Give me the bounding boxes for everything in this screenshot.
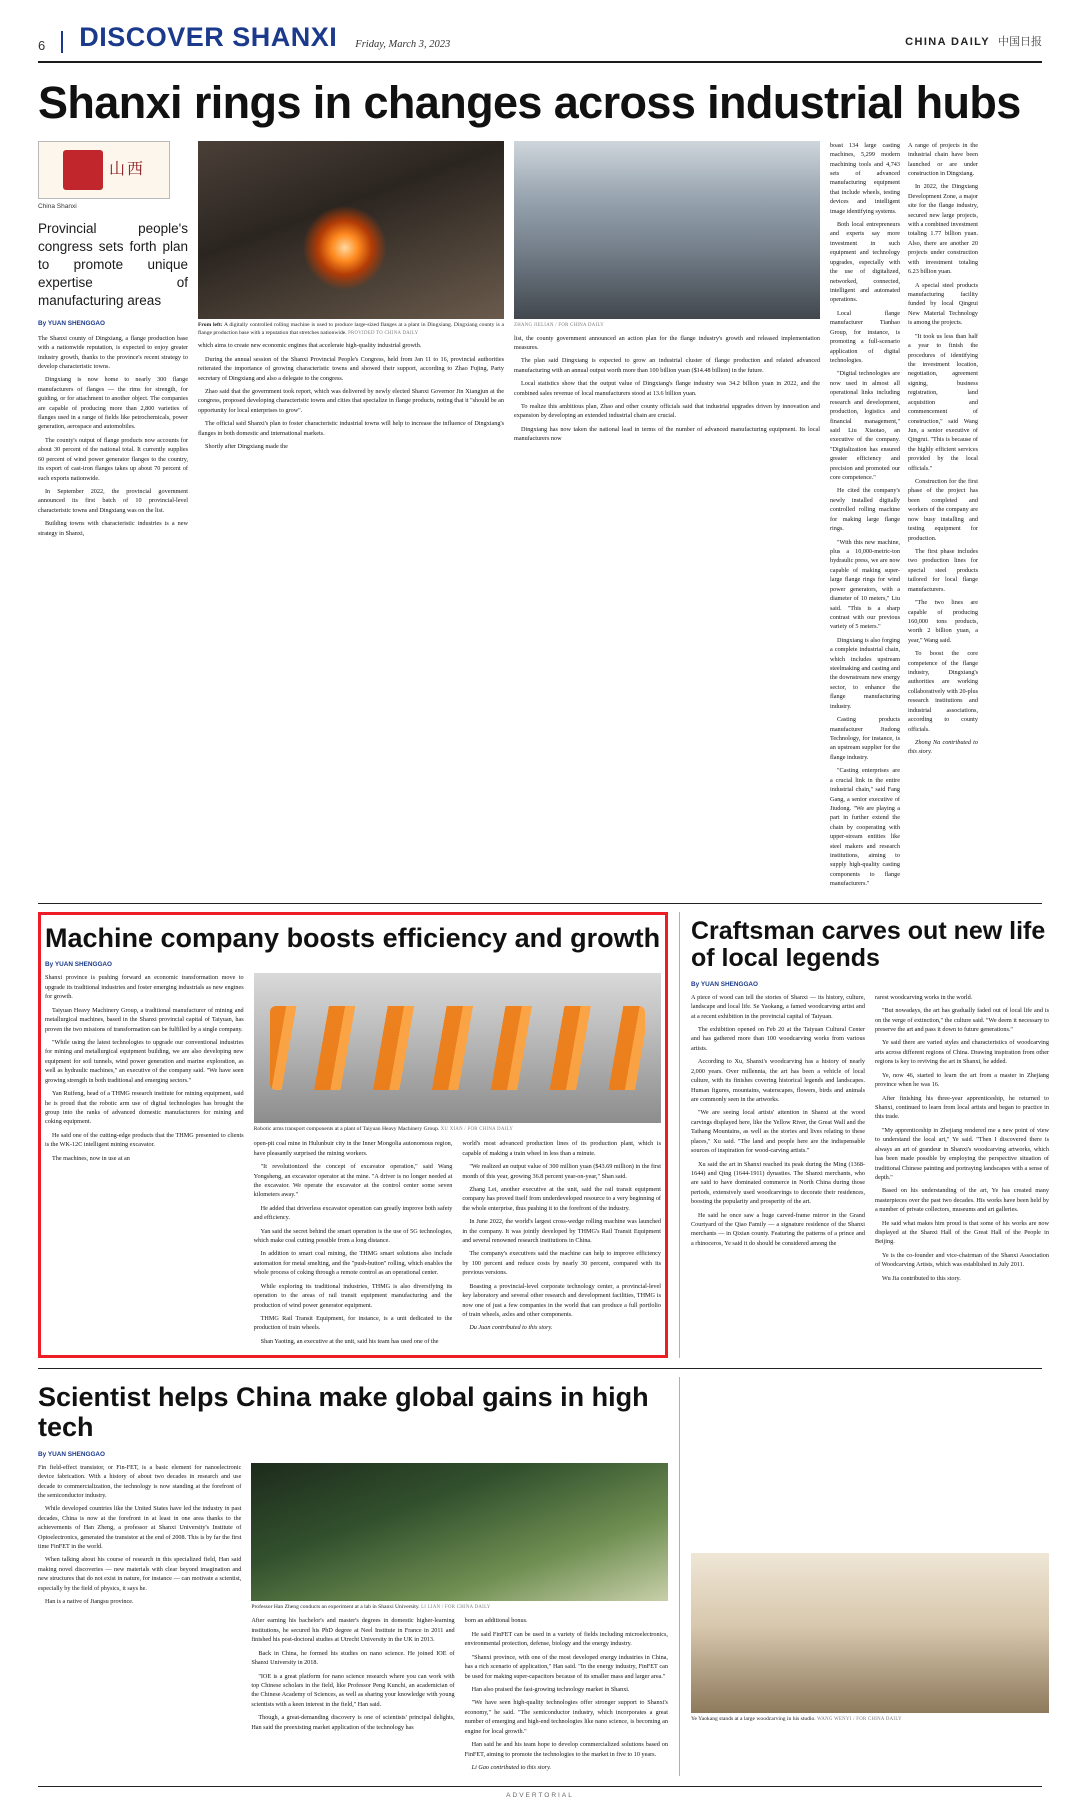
paragraph: After earning his bachelor's and master's degrees in domestic higher-learning institutions, he secured his PhD degree at Neel Institute in France in 2011 and finished his post-doctoral studies at Utrecht University in the UK in 2013. bbox=[251, 1617, 455, 1644]
craftsman-article bbox=[691, 912, 1049, 1359]
paragraph: The machines, now in use at an bbox=[52, 1154, 130, 1162]
paragraph: Xu said the art in Shanxi reached its peak during the Ming (1368-1644) and Qing (1644-1911) dynasties. The Shanxi merchants, who are said to have dominated commerce in North China during those periods, extensively used woodcarvings to decorate their residences, boosting the popularity and prosperity of the art. bbox=[691, 1160, 865, 1206]
paragraph: Though, a great-demanding discovery is one of scientists' principal delights, Han said the preexisting market application of the technology has bbox=[251, 1714, 455, 1731]
paragraph: Shanxi province is pushing forward an economic transformation move to upgrade its traditional industries and foster emerging industrials as new engines for growth. bbox=[45, 974, 244, 1001]
paragraph: Zhang Lei, another executive at the unit, said the rail transit equipment company has proved itself from underdeveloped resource to a very beginning of the whole enterprise, thus pushing it to the forefront of the industry. bbox=[462, 1185, 661, 1212]
paragraph: rarest woodcarving works in the world. bbox=[875, 993, 973, 1001]
scientist-column-2 bbox=[251, 1616, 454, 1776]
advertorial-footer: ADVERTORIAL bbox=[38, 1786, 1042, 1799]
machine-column-2 bbox=[254, 1139, 453, 1350]
photo-caption bbox=[691, 1716, 1049, 1724]
paragraph: Back in China, he formed his studies on nano science. He joined IOE of Shanxi University in 2018. bbox=[251, 1649, 455, 1667]
lead-article bbox=[38, 141, 1042, 893]
paragraph: While developed countries like the United States have led the industry in past decades, China is now at the forefront in at least in one area thanks to the achievements of Han Zheng, a professor at Shanxi University's Institute of Optoelectronics, generated the transistor at the end of 2008. This is by far the first time FinFET in the world. bbox=[38, 1505, 242, 1551]
paragraph: Taiyuan Heavy Machinery Group, a traditional manufacturer of mining and metallurgical machines, based in the Shanxi provincial capital of Taiyuan, has proven the two missions of transformation can be fulfilled by a single company. bbox=[45, 1006, 244, 1033]
scientist-article bbox=[38, 1377, 668, 1776]
page-number: 6 bbox=[38, 38, 46, 53]
logo-caption: China Shanxi bbox=[38, 202, 77, 210]
paragraph: He said he once saw a huge carved-frame mirror in the Grand Courtyard of the Qiao Family — a signature residence of the Shanxi merchants — in Qixian county. Featuring the patterns of a prince and a rhinoceros, Ye said it do should be considered among the bbox=[691, 1211, 865, 1247]
paragraph: When talking about his course of research in this specialized field, Han said making novel discoveries — new materials with clear beyond imagination and new structures that do not exist in nature, for instance — can motivate a scientist, especially by the field of physics, it says he. bbox=[38, 1556, 242, 1592]
lead-column-4 bbox=[830, 141, 978, 893]
photo-rolling-machine bbox=[198, 141, 504, 319]
paragraph: After finishing his three-year apprenticeship, he returned to Shanxi, continued to learn from local artists and began to practice in this trade. bbox=[875, 1094, 1049, 1121]
paragraph: In September 2022, the provincial government announced its first batch of 10 provincial-level characteristic towns and Dingxiang was on the list. bbox=[38, 488, 188, 514]
paragraph: "Digital technologies are now used in almost all operational links including research and development, production, logistics and financial management," said Liu Xiaotao, an executive of the company. "Digitalization has ensured greater efficiency and precision and promoted our core competence." bbox=[830, 370, 900, 482]
paragraph: Local flange manufacturer Tianhao Group, for instance, is promoting a full-scenario application of digital technologies. bbox=[830, 309, 900, 364]
paragraph: Both local entrepreneurs and experts say more investment in such equipment and technology upgrades, especially with the use of digitalized, networked, connected, intelligent and automated operations. bbox=[830, 221, 900, 304]
paragraph: Dingxiang is now home to nearly 300 flange manufacturers of flanges — the rims for strength, for guiding, or for attachment to another object. The companies are capable of producing more than 2,800 varieties of flanges used in a range of fields like petrochemicals, power generation, aerospace and automobiles. bbox=[38, 376, 188, 431]
column-divider-2 bbox=[679, 1377, 680, 1776]
paragraph: During the annual session of the Shanxi Provincial People's Congress, held from Jan 11 to 16, provincial authorities reiterated the importance of growing characteristic towns and showed their support, according to Zhao Fujing, Party secretary of Dingxiang and also a delegate to the congress. bbox=[198, 355, 504, 382]
craftsman-headline: Craftsman carves out new life of local legends bbox=[691, 916, 1046, 973]
paragraph: Ye, now 46, started to learn the art from a master in Zhejiang province when he was 16. bbox=[875, 1071, 1049, 1089]
photo-caption bbox=[254, 1126, 661, 1134]
craftsman-photo-block bbox=[691, 1377, 1049, 1776]
paragraph: Ye said there are varied styles and characteristics of woodcarving arts across different regions of China. Drawing inspiration from other regions is key to reviving the art in Shanxi, he added. bbox=[875, 1039, 1049, 1066]
paragraph: Dingxiang has now taken the national lead in terms of the number of advanced manufacturing equipment. Its local manufacturers now bbox=[514, 425, 820, 443]
photo-factory-hall bbox=[514, 141, 820, 319]
column-divider bbox=[679, 912, 680, 1359]
paragraph: boast 134 large casting machines, 5,299 modern machining tools and 4,743 sets of advanced manufacturing equipment that include wheels, testing devices and intelligent image identifying systems. bbox=[830, 141, 900, 215]
contributor-note: Li Gao contributed to this story. bbox=[471, 1763, 552, 1771]
paragraph: Han is a native of Jiangsu province. bbox=[45, 1598, 134, 1606]
paragraph: He said FinFET can be used in a variety of fields including microelectronics, environmental protection, defense, biology and the energy industry. bbox=[464, 1630, 668, 1648]
paragraph: "It took us less than half a year to finish the procedures of identifying the investment location, negotiation, agreement signing, business registration, land acquisition and commencement of construction," said Wang Jun, a senior executive of Qingrui. "This is because of the highly efficient services provided by the local officials." bbox=[908, 332, 978, 472]
lead-column-3 bbox=[514, 141, 820, 893]
paragraph: "Casting enterprises are a crucial link in the entire industrial chain," said Fang Gang, a senior executive of Jiudong. "We are playing a part in further extend the chain by cooperating with upper-stream entities like steel makers and research institutions, aiming to supply high-quality casting components to flange manufacturers." bbox=[830, 767, 900, 888]
paragraph: list, the county government announced an action plan for the flange industry's growth and released implementation measures. bbox=[514, 334, 820, 351]
paragraph: Yan said the secret behind the smart operation is the use of 5G technologies, which make coal cutting possible from a long distance. bbox=[253, 1227, 453, 1245]
paragraph: The company's executives said the machine can help to improve efficiency by 100 percent and reduce costs by nearly 30 percent, compared with its previous versions. bbox=[462, 1250, 661, 1277]
paragraph: Han also praised the fast-growing technology market in Shanxi. bbox=[471, 1686, 630, 1694]
craftsman-byline: By YUAN SHENGGAO bbox=[691, 980, 758, 988]
craftsman-column-1 bbox=[691, 993, 865, 1287]
paragraph: Yan Ruifeng, head of a THMG research institute for mining equipment, said he is proud that the robotic arm use of digital technologies has brought the group into the ranks of advanced domestic manufacturers for mining and coking equipment. bbox=[45, 1090, 244, 1126]
paragraph: He said one of the cutting-edge products that the THMG presented to clients is the WK-12C intelligent mining excavator. bbox=[45, 1131, 244, 1149]
lead-column-1 bbox=[38, 141, 188, 893]
masthead-publication bbox=[905, 33, 1042, 53]
paragraph: Dingxiang is also forging a complete industrial chain, which includes upstream steelmaking and casting and the downstream new energy sector, to enhance the flange manufacturing industry. bbox=[830, 636, 900, 710]
paragraph: Shan Yaoting, an executive at the unit, said his team has used one of the bbox=[260, 1337, 439, 1345]
lead-deck: Provincial people's congress sets forth plan to promote unique expertise of manufacturing areas bbox=[38, 220, 188, 308]
paragraph: Shortly after Dingxiang made the bbox=[205, 443, 288, 451]
photo-caption bbox=[251, 1604, 668, 1612]
seal-icon bbox=[63, 150, 103, 190]
paragraph: Casting products manufacturer Jiudong Technology, for instance, is an upstream supplier for the flange industry. bbox=[830, 716, 900, 761]
craftsman-column-2 bbox=[875, 993, 1049, 1287]
lead-column-4a bbox=[830, 141, 900, 893]
paragraph: Fin field-effect transistor, or Fin-FET, is a basic element for nanoelectronic device fabrication. With a history of about two decades in research and use decade to commercialization, the technology is now standing at the forefront of the semiconductor industry. bbox=[38, 1463, 242, 1499]
paragraph: Zhao said that the government took report, which was delivered by newly elected Shanxi Governor Jin Xiangjun at the congress, proposed developing characteristic towns and cities that specialize in flange products, noting that it "should be an opportunity for local enterprises to grow". bbox=[198, 388, 504, 414]
section-title: DISCOVER SHANXI bbox=[79, 22, 338, 52]
paragraph: which aims to create new economic engines that accelerate high-quality industrial growth. bbox=[198, 342, 422, 350]
section-divider bbox=[38, 903, 1042, 904]
photo-caption-text: Professor Han Zheng conducts an experiment at a lab in Shanxi University. bbox=[251, 1603, 420, 1610]
lead-headline: Shanxi rings in changes across industrial hubs bbox=[38, 77, 1021, 128]
paragraph: He added that driverless excavator operation can greatly improve both safety and efficiency. bbox=[253, 1204, 453, 1222]
paragraph: Building towns with characteristic industries is a new strategy in Shanxi, bbox=[38, 520, 188, 537]
photo-credit: ZHANG JIELIAN / FOR CHINA DAILY bbox=[514, 322, 604, 328]
paragraph: "IOE is a great platform for nano science research where you can work with top Chinese scholars in the field, like Professor Peng Kunchi, an academician of the Chinese Academy of Sciences, as well as sharing your knowledge with young scientists with a keen interest in the field," Han said. bbox=[251, 1672, 455, 1708]
paragraph: open-pit coal mine in Hulunbuir city in the Inner Mongolia autonomous region, have pleasantly surprised the mining workers. bbox=[253, 1140, 453, 1157]
photo-caption-text: Robotic arms transport components at a plant of Taiyuan Heavy Machinery Group. bbox=[253, 1126, 440, 1133]
paragraph: The county's output of flange products now accounts for about 30 percent of the national total. It currently supplies 60 percent of wind power generator flanges to the country, its export of cast-iron flanges takes up about 70 percent of such exports nationwide. bbox=[38, 436, 188, 482]
paragraph: Wu Jia contributed to this story. bbox=[882, 1274, 961, 1282]
paragraph: While exploring its traditional industries, THMG is also diversifying its operation to the areas of rail transit equipment manufacturing and the production of wind power generator equipment. bbox=[253, 1282, 453, 1309]
photo-credit: WANG WENYI / FOR CHINA DAILY bbox=[817, 1717, 902, 1723]
photo-caption-text: A digitally controlled rolling machine is used to produce large-sized flanges at a plant in Dingxiang. Dingxiang county is a flange production base with a reputation that stretches nationwide. bbox=[198, 321, 505, 336]
paragraph: "We are seeing local artists' attention in Shanxi at the wood carvings displayed here, like the Yellow River, the Great Wall and the Taihang Mountains, as well as the stories and lives relating to these places," Xu said. "The land and people here are the indispensable sources of inspiration for wood-carving artists." bbox=[691, 1109, 865, 1155]
publication-name-cn: 中国日报 bbox=[998, 36, 1042, 48]
paragraph: born an additional bonus. bbox=[464, 1617, 528, 1625]
paragraph: The exhibition opened on Feb 20 at the Taiyuan Cultural Center and has gathered more than 100 woodcarving works from various artists. bbox=[691, 1026, 865, 1052]
paragraph: A range of projects in the industrial chain have been launched or are under construction in Dingxiang. bbox=[908, 141, 978, 177]
paragraph: To realize this ambitious plan, Zhao and other county officials said that industrial upgrades driven by innovation and expansion by developing an extended industrial chain are crucial. bbox=[514, 403, 820, 420]
scientist-byline: By YUAN SHENGGAO bbox=[38, 1450, 105, 1458]
paragraph: "It revolutionized the concept of excavator operation," said Wang Yongsheng, an excavator operator at the mine. "A driver is no longer needed at the excavator. We operate the excavator at the control center some seven kilometers away." bbox=[253, 1163, 453, 1199]
paragraph: He cited the company's newly installed digitally controlled rolling machine for making large flange rings. bbox=[830, 487, 900, 533]
paragraph: Ye is the co-founder and vice-chairman of the Shanxi Association of Woodcarving Artists, which was established in July 2011. bbox=[875, 1251, 1049, 1269]
paragraph: "The two lines are capable of producing 160,000 tons products, worth 2 billion yuan, a year," Wang said. bbox=[908, 599, 978, 644]
paragraph: "But nowadays, the art has gradually faded out of local life and is on the verge of extinction," the culture said. "We deem it necessary to preserve the art and pass it down to future generations." bbox=[875, 1007, 1049, 1034]
contributor-note: Zhong Na contributed to this story. bbox=[908, 739, 978, 756]
paragraph: The Shanxi county of Dingxiang, a flange production base with a nationwide reputation, is expected to enjoy greater industry growth, thanks to the province's recent strategy to develop characteristic towns. bbox=[38, 334, 188, 370]
paragraph: A piece of wood can tell the stories of Shanxi — its history, culture, landscape and local life. Se Yaokang, a famed woodcarving artist and at a recent exhibition in the provincial capital of Taiyuan. bbox=[691, 993, 865, 1020]
logo-chinese-text: 山西 bbox=[108, 160, 145, 178]
paragraph: In June 2022, the world's largest cross-wedge rolling machine was launched in the company. It was jointly developed by THMG's Rail Transit Equipment and several renowned research institutions in China. bbox=[462, 1218, 661, 1245]
paragraph: Boasting a provincial-level corporate technology center, a provincial-level key laboratory and several other research and development facilities, THMG is now one of just a few companies in the world that can produce a full portfolio of train wheels, axles and other components. bbox=[462, 1282, 661, 1319]
paragraph: world's most advanced production lines of its production plant, which is capable of making a train wheel in less than a minute. bbox=[462, 1140, 661, 1157]
paragraph: "We realized an output value of 300 million yuan ($43.69 million) in the first month of this year, growing 36.8 percent year-on-year," Shan said. bbox=[462, 1163, 661, 1180]
paragraph: According to Xu, Shanxi's woodcarving has a history of nearly 2,000 years. Over millennia, the art has been a vehicle of local culture, with its finishes covering historical legends and landscapes. Human figures, mountains, waterscapes, flowers, birds and animals are commonly seen in the artworks. bbox=[691, 1058, 865, 1103]
section-divider-2 bbox=[38, 1368, 1042, 1369]
paragraph: THMG Rail Transit Equipment, for instance, is a unit dedicated to the production of train wheels. bbox=[253, 1315, 453, 1332]
scientist-column-3 bbox=[465, 1616, 668, 1776]
photo-credit: LI LIAN / FOR CHINA DAILY bbox=[421, 1604, 491, 1610]
photo-credit-row bbox=[514, 322, 820, 330]
paragraph: The plan said Dingxiang is expected to grow an industrial cluster of flange production and related advanced manufacturing with an annual output worth more than 100 billion yuan ($14.48 billion) in the future. bbox=[514, 357, 820, 374]
paragraph: "We have seen high-quality technologies offer stronger support to Shanxi's economy," he said. "The semiconductor industry, which incorporates a great number of emerging and high-end technologies like nano science, is becoming an engine for local growth." bbox=[464, 1699, 668, 1735]
photo-caption bbox=[198, 322, 504, 338]
paragraph: To boost the core competence of the flange industry, Dingxiang's authorities are working collaboratively with 20-plus research institutions and industrial associations, according to county officials. bbox=[908, 650, 978, 733]
photo-caption-lead: From left: bbox=[198, 321, 223, 328]
paragraph: Han said he and his team hope to develop commercialized solutions based on FinFET, aiming to promote the technologies to the market in five to 10 years. bbox=[464, 1741, 668, 1758]
lead-column-2 bbox=[198, 141, 504, 893]
paragraph: He said what makes him proud is that some of his works are now displayed at the Shanxi Hall of the Great Hall of the People in Beijing. bbox=[875, 1219, 1049, 1246]
paragraph: In 2022, the Dingxiang Development Zone, a major site for the flange industry, secured new large projects, with a combined investment totaling 1.77 billion yuan. Also, there are another 20 projects under construction with investment totaling 6.23 billion yuan. bbox=[908, 183, 978, 276]
machine-company-headline: Machine company boosts efficiency and growth bbox=[45, 922, 661, 953]
paragraph: Local statistics show that the output value of Dingxiang's flange industry was 34.2 billion yuan in 2022, and the combined sales revenue of local manufacturers stood at 13.6 billion yuan. bbox=[514, 380, 820, 397]
machine-column-3 bbox=[462, 1139, 661, 1350]
paragraph: "While using the latest technologies to upgrade our conventional industries for mining and metallurgical equipment building, we are also developing new equipment for soil tunnels, wind power generation and marine exploration, as well as hydraulic machines," an executive of the company said. "We have seen growing strength in both traditional and emerging sectors." bbox=[45, 1038, 244, 1084]
masthead bbox=[38, 0, 1042, 63]
photo-caption-text: Ye Yaokang stands at a large woodcarving in his studio. bbox=[691, 1716, 816, 1723]
scientist-headline: Scientist helps China make global gains in high tech bbox=[38, 1382, 649, 1442]
machine-company-byline: By YUAN SHENGGAO bbox=[45, 961, 112, 969]
publication-name: CHINA DAILY bbox=[905, 36, 990, 48]
machine-column-2-wrap bbox=[254, 973, 661, 1350]
masthead-divider bbox=[61, 31, 63, 53]
china-shanxi-logo bbox=[38, 141, 170, 199]
paragraph: In addition to smart coal mining, the THMG smart solutions also include automation for metal smelting, and the "push-button" rolling, which enables the whole process of coking through a remote control as an operational center. bbox=[253, 1250, 453, 1277]
contributor-note: Du Juan contributed to this story. bbox=[469, 1324, 553, 1332]
machine-company-article bbox=[38, 912, 668, 1359]
scientist-column-1 bbox=[38, 1463, 241, 1777]
lead-column-4b bbox=[908, 141, 978, 893]
paragraph: Based on his understanding of the art, Ye has created many masterpieces over the past two decades. His works have been held by a number of private collectors, museums and art galleries. bbox=[875, 1187, 1049, 1214]
middle-section bbox=[38, 912, 1049, 1359]
paragraph: Construction for the first phase of the project has been completed and workers of the company are now busy installing and testing equipment for production. bbox=[908, 478, 978, 542]
paragraph: "My apprenticeship in Zhejiang rendered me a new point of view to understand the local art," Ye said. "Then I discovered there is always an art of grandeur in Shanxi's woodcarving artworks, which has been made possible by employing the perspective situation of traditional Chinese painting and portraying landscapes with a sense of depth." bbox=[875, 1126, 1049, 1181]
paragraph: "Shanxi province, with one of the most developed energy industries in China, has a rich scenario of application," Han said. "In the energy industry, FinFET can be used for making super-capacitors because of its smaller mass and larger area." bbox=[464, 1653, 668, 1680]
photo-robotic-arms bbox=[254, 973, 661, 1123]
paragraph: A special steel products manufacturing facility funded by local Qingrui New Material Technology is among the projects. bbox=[908, 281, 978, 327]
paragraph: "With this new machine, plus a 10,000-metric-ton hydraulic press, we are now capable of making super-large flange rings for wind power generators, with a diameter of 10 meters," Liu said. "This is a sharp contrast with our previous variety of 5 meters." bbox=[830, 538, 900, 631]
lead-byline: By YUAN SHENGGAO bbox=[38, 319, 105, 327]
paragraph: The first phase includes two production lines for special steel products tailored for local flange manufacturers. bbox=[908, 547, 978, 593]
scientist-column-2-wrap bbox=[251, 1463, 668, 1777]
photo-credit: XU XIAN / FOR CHINA DAILY bbox=[440, 1127, 514, 1133]
issue-date: Friday, March 3, 2023 bbox=[355, 39, 451, 50]
photo-woodcarving bbox=[691, 1553, 1049, 1713]
paragraph: The official said Shanxi's plan to foster characteristic industrial towns will help to increase the influence of Dingxiang's flanges in both domestic and international markets. bbox=[198, 420, 504, 437]
bottom-section bbox=[38, 1377, 1042, 1776]
machine-column-1 bbox=[45, 973, 244, 1350]
photo-laboratory bbox=[251, 1463, 668, 1601]
photo-credit: PROVIDED TO CHINA DAILY bbox=[348, 330, 419, 336]
